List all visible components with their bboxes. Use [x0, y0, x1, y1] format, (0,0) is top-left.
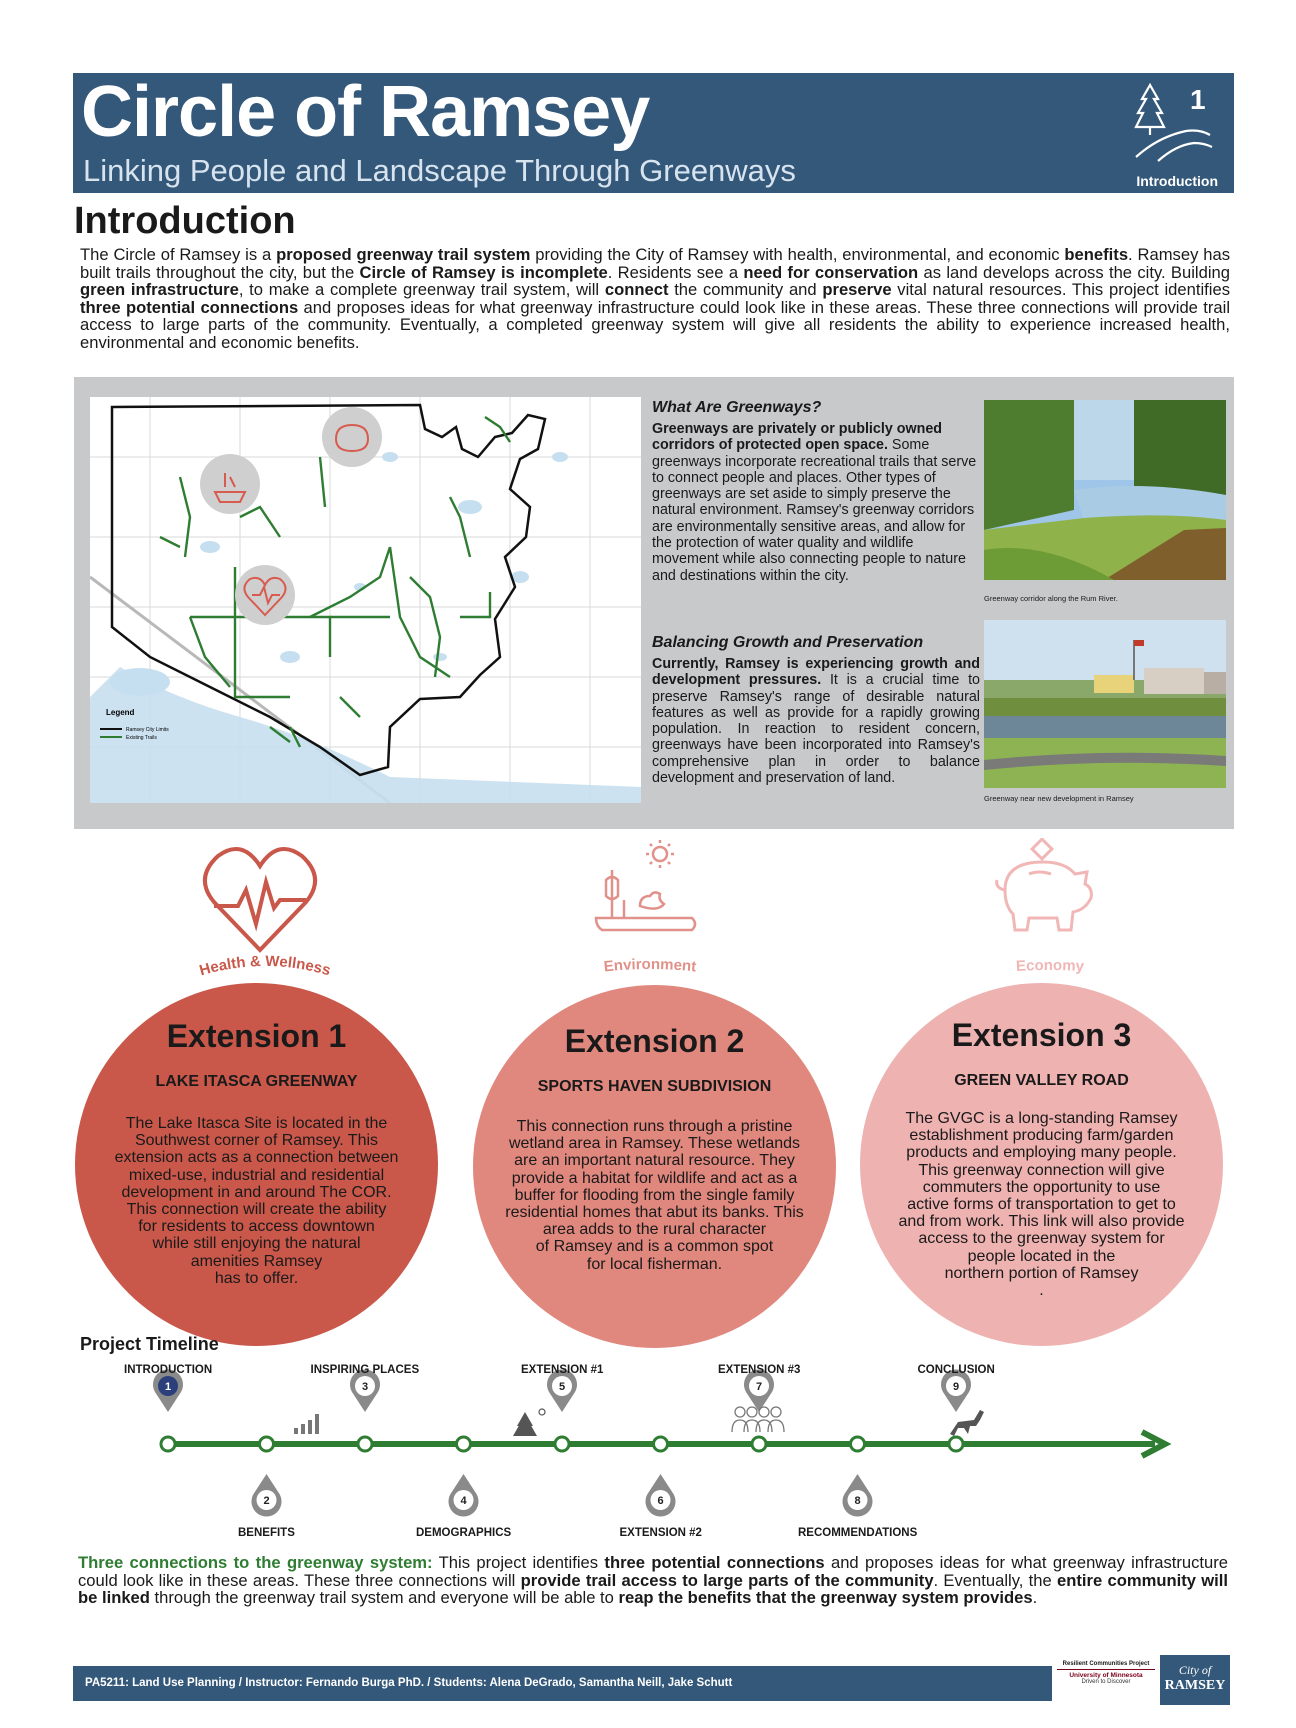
extension-1-body: The Lake Itasca Site is located in the Southwest corner of Ramsey. This extension acts as a connection between mixed-use, industrial and residential development in and around The COR. This connection will create the ability for residents to access downtown while still enjoying the natural amenities Ramsey has to offer. — [114, 1115, 399, 1287]
extension-3-circle — [860, 983, 1223, 1346]
timeline-number: 1 — [164, 1381, 172, 1393]
bar-chart-icon — [294, 1414, 319, 1434]
timeline-node — [555, 1437, 569, 1451]
timeline-number: 4 — [460, 1495, 467, 1507]
timeline-number: 7 — [755, 1381, 763, 1393]
svg-text:Health & Wellness: Health & Wellness — [197, 952, 333, 980]
balancing-paragraph: Currently, Ramsey is experiencing growth and development pressures. It is a crucial time to preserve Ramsey's range of desirable natural features as well as provide for a rapidly growing population. In reaction to resident concern, greenways have been incorporated into Ramsey's comprehensive plan in order to balance development and preservation of land. — [652, 656, 980, 787]
extension-1-title: Extension 1 — [166, 1018, 347, 1054]
timeline-node — [949, 1437, 963, 1451]
legend-item-trails: Existing Trails — [126, 735, 157, 741]
svg-text:Economy: Economy — [1015, 956, 1085, 976]
health-label — [175, 935, 355, 985]
header-banner — [73, 73, 1234, 193]
bottom-paragraph: Three connections to the greenway system: This project identifies three potential connections and proposes ideas for what greenway infrastructure could look like in these areas. These three connections will provide trail access to large parts of the community. Eventually, the entire community will be linked through the greenway trail system and everyone will be able to reap the benefits that the greenway system provides. — [78, 1553, 1229, 1607]
what-paragraph: Greenways are privately or publicly owned corridors of protected open space. Some greenways incorporate recreational trails that serve to connect people and places. Other types of greenways are set aside to simply preserve the natural environment. Ramsey's greenway corridors are environmentally sensitive areas, and allow for the protection of water quality and wildlife movement while also connecting people to nature and destinations within the city. — [652, 421, 977, 584]
city-of-ramsey-logo: City of RAMSEY — [1160, 1655, 1230, 1705]
timeline-number: 2 — [263, 1495, 270, 1507]
legend-title: Legend — [106, 708, 135, 717]
rum-river-photo — [984, 400, 1226, 580]
photo2-caption: Greenway near new development in Ramsey — [984, 794, 1134, 803]
timeline-label: RECOMMENDATIONS — [798, 1527, 918, 1539]
timeline-node — [260, 1437, 274, 1451]
what-heading: What Are Greenways? — [652, 399, 822, 416]
extension-3-body: The GVGC is a long-standing Ramsey establishment producing farm/garden products and employing many people. This greenway connection will give commuters the opportunity to use active forms of transportation to get to and from work. This link will also provide access to the greenway system for people located in the northern portion of Ramsey . — [898, 1110, 1185, 1300]
timeline-number: 9 — [952, 1381, 960, 1393]
piggy-bank-icon — [985, 838, 1105, 938]
project-timeline — [80, 1360, 1180, 1550]
extension-2-circle — [473, 985, 836, 1348]
development-photo — [984, 620, 1226, 788]
page-subtitle: Linking People and Landscape Through Greenways — [83, 153, 796, 188]
timeline-node — [358, 1437, 372, 1451]
economy-label — [975, 934, 1125, 984]
photo1-caption: Greenway corridor along the Rum River. — [984, 594, 1118, 603]
section-label: Introduction — [1136, 173, 1218, 189]
footer-bar — [73, 1666, 1052, 1701]
trail-map — [90, 397, 641, 803]
timeline-label: EXTENSION #1 — [521, 1364, 604, 1376]
extension-3-subtitle: GREEN VALLEY ROAD — [954, 1072, 1129, 1089]
legend-item-city: Ramsey City Limits — [126, 727, 169, 733]
timeline-number: 5 — [558, 1381, 566, 1393]
umn-logo: Resilient Communities Project University of Minnesota Driven to Discover — [1057, 1661, 1155, 1705]
timeline-node — [457, 1437, 471, 1451]
balancing-heading: Balancing Growth and Preservation — [652, 634, 924, 651]
timeline-label: INSPIRING PLACES — [310, 1364, 420, 1376]
timeline-number: 6 — [657, 1495, 664, 1507]
timeline-number: 3 — [361, 1381, 369, 1393]
timeline-label: DEMOGRAPHICS — [416, 1527, 512, 1539]
tree-icon — [513, 1409, 545, 1436]
timeline-node — [752, 1437, 766, 1451]
extension-1-subtitle: LAKE ITASCA GREENWAY — [155, 1073, 358, 1090]
timeline-node — [851, 1437, 865, 1451]
timeline-number: 8 — [854, 1495, 861, 1507]
timeline-label: BENEFITS — [238, 1527, 295, 1539]
extension-2-title: Extension 2 — [564, 1023, 745, 1059]
intro-heading: Introduction — [74, 200, 296, 242]
intro-paragraph: The Circle of Ramsey is a proposed greenway trail system providing the City of Ramsey with health, environmental, and economic benefits. Ramsey has built trails throughout the city, but the Circle of Ramsey is incomplete. Residents see a need for conservation as land develops across the city. Building green infrastructure, to make a complete greenway trail system, will connect the community and preserve vital natural resources. This project identifies three potential connections and proposes ideas for what greenway infrastructure could look like in these areas. These three connections will provide trail access to large parts of the community. Eventually, a completed greenway system will give all residents the ability to experience increased health, environmental and economic benefits. — [80, 245, 1231, 352]
extension-2-body: This connection runs through a pristine wetland area in Ramsey. These wetlands are an important natural resource. They provide a habitat for wildlife and act as a buffer for flooding from the single family residential homes that abut its banks. This area adds to the rural character of Ramsey and is a common spot for local fisherman. — [505, 1118, 804, 1273]
extension-1-circle — [75, 983, 438, 1346]
environment-label — [575, 934, 725, 984]
timeline-heading: Project Timeline — [80, 1334, 219, 1354]
people-icon — [732, 1407, 784, 1432]
svg-text:Environment: Environment — [602, 955, 698, 976]
timeline-label: EXTENSION #3 — [718, 1364, 801, 1376]
timeline-label: EXTENSION #2 — [619, 1527, 702, 1539]
timeline-label: INTRODUCTION — [124, 1364, 213, 1376]
timeline-node — [161, 1437, 175, 1451]
timeline-node — [654, 1437, 668, 1451]
extension-2-subtitle: SPORTS HAVEN SUBDIVISION — [537, 1078, 772, 1095]
timeline-label: CONCLUSION — [917, 1364, 995, 1376]
extension-3-title: Extension 3 — [951, 1017, 1132, 1053]
section-number: 1 — [1190, 84, 1206, 115]
footer-credits: PA5211: Land Use Planning / Instructor: Fernando Burga PhD. / Students: Alena DeGrado, Samantha Neill, Jake Schutt — [85, 1677, 733, 1689]
deer-icon — [950, 1410, 984, 1436]
environment-icon — [588, 840, 708, 936]
page-title: Circle of Ramsey — [81, 72, 650, 152]
tree-trail-icon — [1128, 79, 1218, 163]
